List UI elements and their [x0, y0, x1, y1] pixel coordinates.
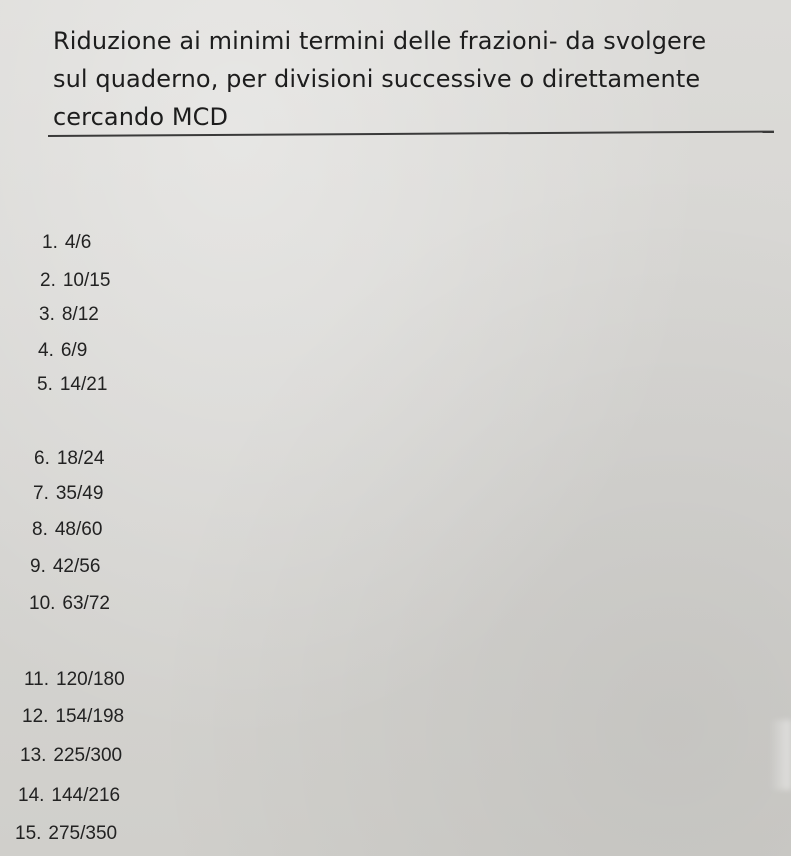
exercise-item: [33, 483, 103, 505]
exercise-item: [39, 304, 99, 326]
exercise-item: [32, 519, 102, 541]
exercise-number: 8.: [32, 519, 48, 540]
exercise-fraction: 10/15: [62, 270, 111, 291]
exercise-fraction: 42/56: [52, 556, 101, 577]
exercise-number: 11.: [24, 669, 50, 690]
paper-edge-highlight: [769, 720, 791, 790]
exercise-number: 5.: [37, 374, 53, 395]
exercise-fraction: 18/24: [56, 448, 105, 469]
exercise-fraction: 14/21: [59, 374, 108, 395]
exercise-fraction: 8/12: [61, 304, 99, 325]
exercise-item: [30, 556, 100, 578]
exercise-fraction: 6/9: [60, 340, 88, 361]
exercise-item: [20, 745, 122, 767]
worksheet-title: Riduzione ai minimi termini delle frazioni- da svolgere sul quaderno, per divisioni successive o direttamente cercando MCD: [53, 27, 707, 131]
exercise-number: 10.: [29, 593, 56, 614]
exercise-number: 2.: [40, 270, 56, 291]
exercise-item: [34, 448, 104, 470]
exercise-item: [18, 785, 120, 807]
exercise-item: [42, 232, 91, 254]
exercise-number: 6.: [34, 448, 50, 469]
exercise-fraction: 120/180: [56, 669, 125, 690]
exercise-fraction: 275/350: [48, 823, 118, 844]
exercise-fraction: 35/49: [55, 483, 104, 504]
exercise-item: [40, 270, 110, 292]
exercise-fraction: 225/300: [53, 745, 123, 766]
exercise-item: [29, 593, 110, 615]
exercise-number: 13.: [20, 745, 47, 766]
exercise-number: 4.: [38, 340, 54, 361]
exercise-number: 14.: [18, 785, 45, 806]
exercise-item: [38, 340, 87, 362]
exercise-fraction: 63/72: [62, 593, 110, 614]
exercise-number: 1.: [42, 232, 58, 253]
exercise-item: [22, 706, 124, 728]
exercise-fraction: 144/216: [51, 785, 121, 806]
exercise-fraction: 48/60: [54, 519, 103, 540]
exercise-item: [15, 823, 117, 845]
exercise-number: 3.: [39, 304, 55, 325]
exercise-fraction: 154/198: [55, 706, 125, 727]
exercise-number: 9.: [30, 556, 46, 577]
exercise-number: 15.: [15, 823, 42, 844]
exercise-item: [37, 374, 107, 396]
exercise-fraction: 4/6: [64, 232, 92, 253]
exercise-number: 12.: [22, 706, 49, 727]
exercise-item: [24, 669, 125, 691]
exercise-number: 7.: [33, 483, 49, 504]
